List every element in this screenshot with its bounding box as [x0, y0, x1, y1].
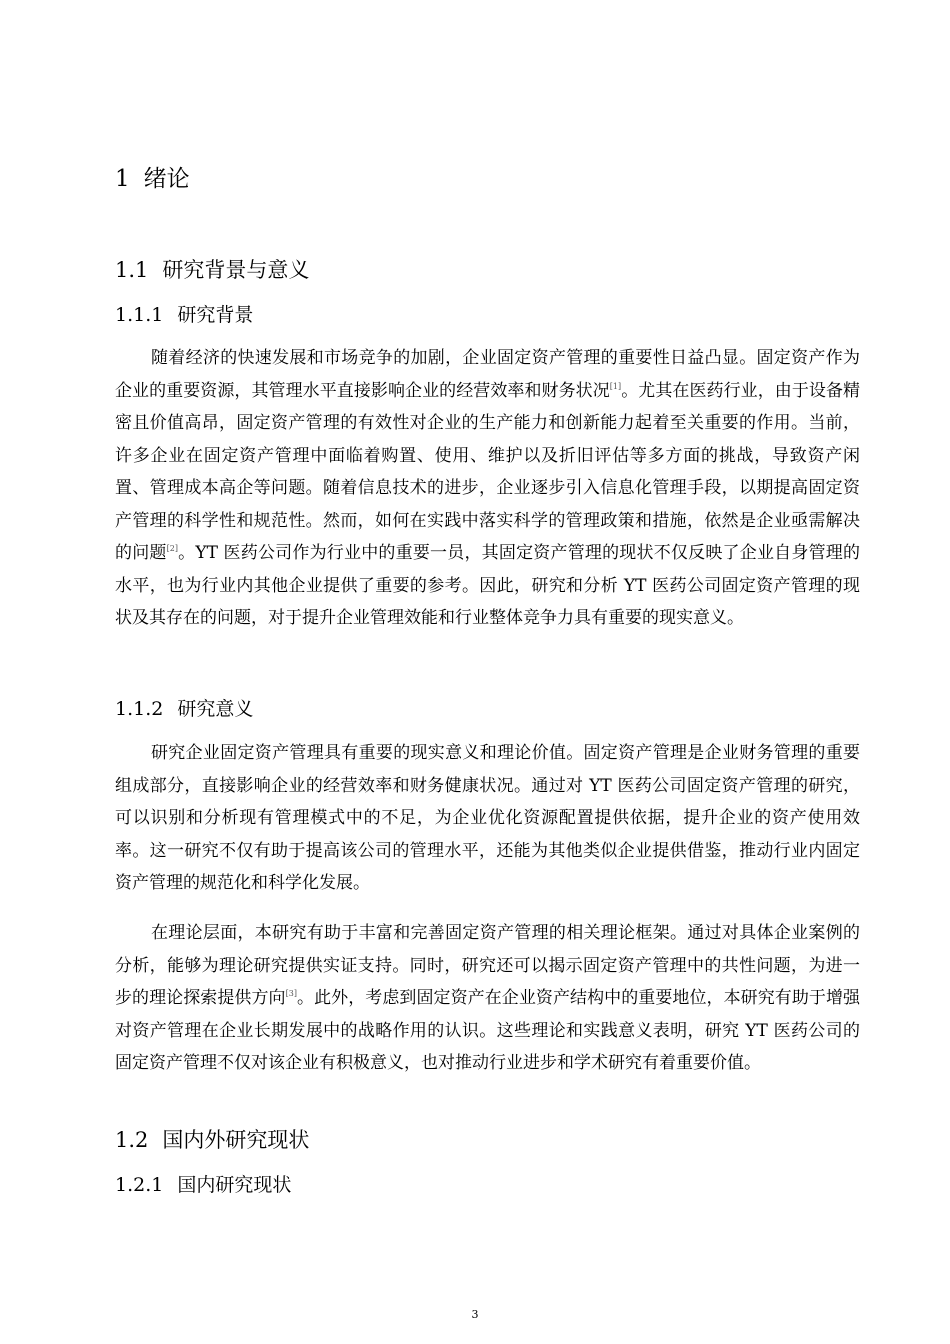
- section-number: 1.2: [115, 1128, 149, 1152]
- section-number: 1.1: [115, 258, 149, 282]
- paragraph-text: 在理论层面，本研究有助于丰富和完善固定资产管理的相关理论框架。通过对具体企业案例的分析，能够为理论研究提供实证支持。同时，研究还可以揭示固定资产管理中的共性问题，为进一步的理论探索提供方向: [115, 923, 860, 1008]
- paragraph-theoretical-significance: [115, 917, 860, 1080]
- paragraph-text: 随着经济的快速发展和市场竞争的加剧，企业固定资产管理的重要性日益凸显。固定资产作为企业的重要资源，其管理水平直接影响企业的经营效率和财务状况: [115, 348, 860, 401]
- subsection-number: 1.2.1: [115, 1174, 164, 1196]
- subsection-title: 研究背景: [177, 304, 254, 326]
- subsection-title: 国内研究现状: [177, 1174, 292, 1196]
- subsection-heading-1-1-1: [115, 300, 253, 327]
- page-number: 3: [471, 1308, 479, 1321]
- chapter-heading: [115, 160, 190, 193]
- citation-2: [2]: [166, 544, 178, 553]
- section-title: 国内外研究现状: [162, 1128, 310, 1152]
- section-heading-1-2: [115, 1124, 309, 1154]
- section-heading-1-1: [115, 254, 309, 284]
- paragraph-text: 。尤其在医药行业，由于设备精密且价值高昂，固定资产管理的有效性对企业的生产能力和创新能力起着至关重要的作用。当前，许多企业在固定资产管理中面临着购置、使用、维护以及折旧评估等多方面的挑战，导致资产闲置、管理成本高企等问题。随着信息技术的进步，企业逐步引入信息化管理手段，以期提高固定资产管理的科学性和规范性。然而，如何在实践中落实科学的管理政策和措施，依然是企业亟需解决的问题: [115, 380, 861, 563]
- chapter-number: 1: [115, 166, 130, 192]
- subsection-number: 1.1.1: [115, 304, 164, 326]
- chapter-title: 绪论: [143, 166, 190, 192]
- paragraph-text: 。YT 医药公司作为行业中的重要一员，其固定资产管理的现状不仅反映了企业自身管理的水平，也为行业内其他企业提供了重要的参考。因此，研究和分析 YT 医药公司固定资产管理的现状及其存在的问题，对于提升企业管理效能和行业整体竞争力具有重要的现实意义。: [115, 543, 860, 628]
- subsection-title: 研究意义: [177, 698, 254, 720]
- citation-3: [3]: [285, 989, 297, 998]
- section-title: 研究背景与意义: [162, 258, 310, 282]
- subsection-heading-1-2-1: [115, 1170, 291, 1197]
- subsection-number: 1.1.2: [115, 698, 164, 720]
- citation-1: [1]: [609, 381, 622, 391]
- subsection-heading-1-1-2: [115, 694, 253, 721]
- paragraph-text: 。此外，考虑到固定资产在企业资产结构中的重要地位，本研究有助于增强对资产管理在企业长期发展中的战略作用的认识。这些理论和实践意义表明，研究 YT 医药公司的固定资产管理不仅对该企业有积极意义，也对推动行业进步和学术研究有着重要价值。: [115, 988, 861, 1073]
- paragraph-research-background: [115, 342, 860, 635]
- paragraph-research-significance: 研究企业固定资产管理具有重要的现实意义和理论价值。固定资产管理是企业财务管理的重要组成部分，直接影响企业的经营效率和财务健康状况。通过对 YT 医药公司固定资产管理的研究，可以识别和分析现有管理模式中的不足，为企业优化资源配置提供依据，提升企业的资产使用效率。这一研究不仅有助于提高该公司的管理水平，还能为其他类似企业提供借鉴，推动行业内固定资产管理的规范化和科学化发展。: [115, 743, 860, 893]
